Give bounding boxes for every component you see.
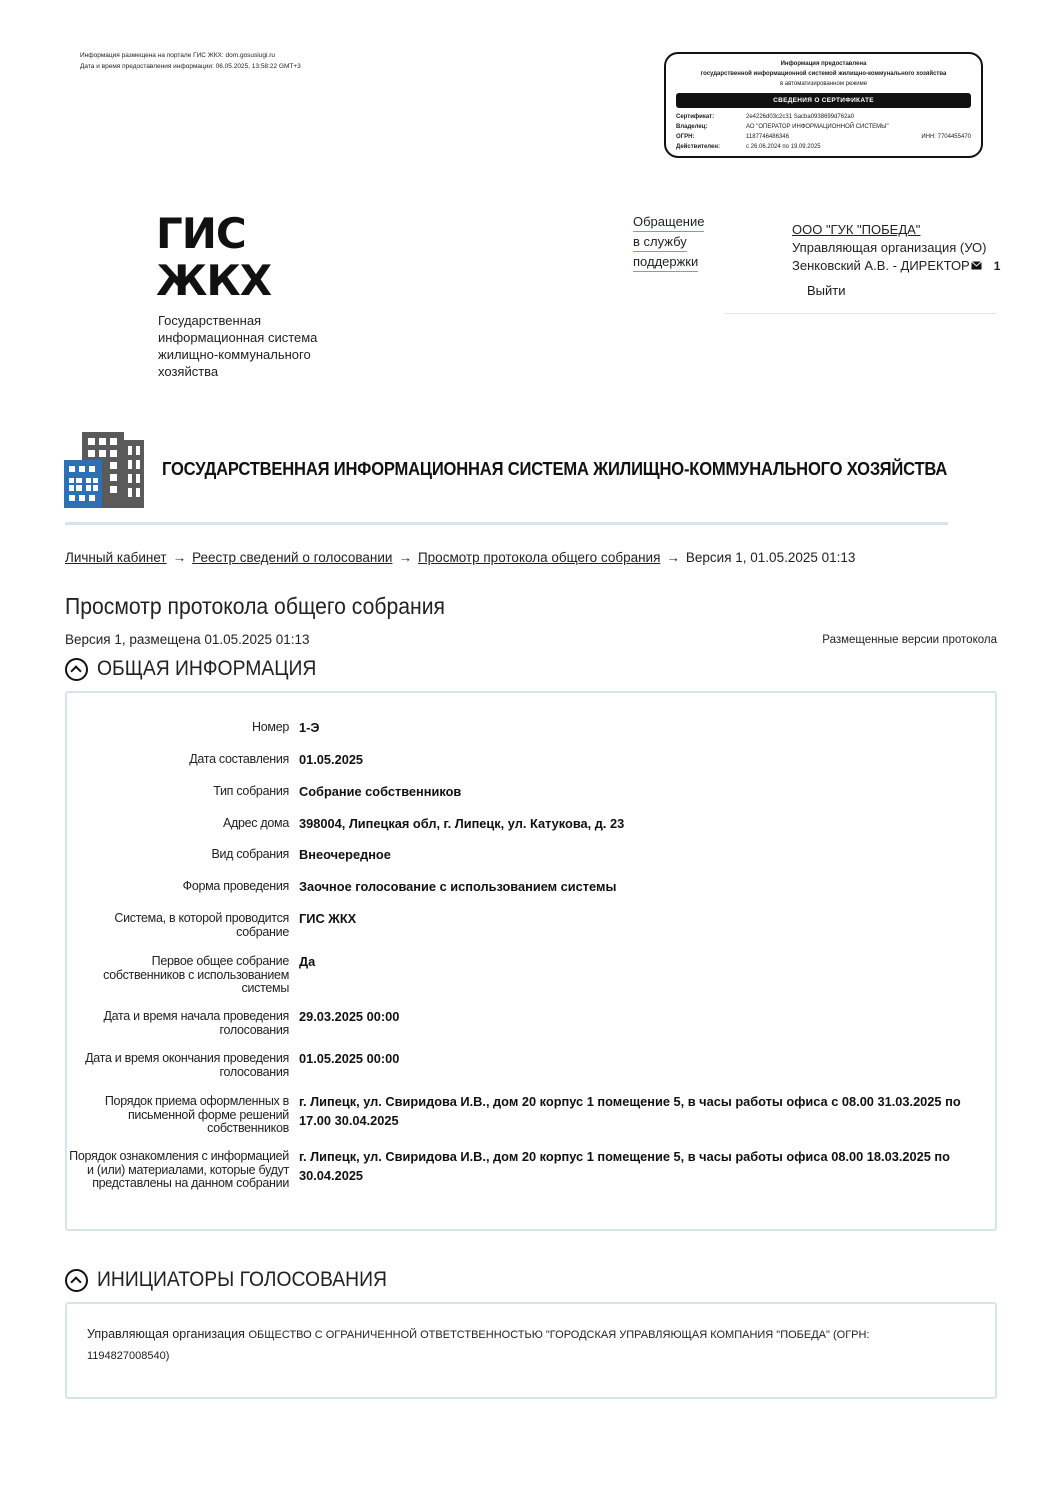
general-info-panel bbox=[65, 691, 997, 1231]
stamp-title-bar: СВЕДЕНИЯ О СЕРТИФИКАТЕ bbox=[676, 93, 971, 108]
protocol-versions-link[interactable]: Размещенные версии протокола bbox=[822, 634, 997, 646]
field-label: Дата и время окончания проведения голосования bbox=[85, 1051, 289, 1079]
field-row bbox=[67, 912, 999, 939]
logo-subtitle-line: информационная система bbox=[158, 330, 318, 345]
logo-subtitle-line: жилищно-коммунального bbox=[158, 347, 311, 362]
stamp-ogrn-value: 1187746486346 bbox=[746, 134, 789, 140]
stamp-owner-label: Владелец: bbox=[676, 124, 708, 130]
breadcrumb-link-registry[interactable]: Реестр сведений о голосовании bbox=[192, 550, 393, 565]
field-label: Форма проведения bbox=[182, 879, 289, 893]
field-label: Дата и время начала проведения голосования bbox=[103, 1009, 289, 1037]
logo-text-gis: ГИС bbox=[156, 209, 246, 258]
initiator-organization: ОБЩЕСТВО С ОГРАНИЧЕННОЙ ОТВЕТСТВЕННОСТЬЮ "ГОРОДСКАЯ УПРАВЛЯЮЩАЯ КОМПАНИЯ "ПОБЕДА" (ОГРН: 1194827008540) bbox=[87, 1329, 870, 1362]
field-value: 01.05.2025 00:00 bbox=[299, 1051, 400, 1066]
banner-divider bbox=[65, 522, 948, 525]
field-row bbox=[67, 753, 999, 769]
stamp-inn: ИНН: 7704455470 bbox=[921, 134, 971, 140]
breadcrumb-arrow: → bbox=[172, 550, 187, 565]
logo-subtitle bbox=[158, 312, 317, 380]
gis-logo[interactable] bbox=[156, 210, 271, 304]
version-info: Версия 1, размещена 01.05.2025 01:13 bbox=[65, 632, 310, 647]
chevron-up-icon[interactable] bbox=[65, 1269, 88, 1292]
breadcrumb-arrow: → bbox=[398, 550, 412, 565]
field-value: г. Липецк, ул. Свиридова И.В., дом 20 корпус 1 помещение 5, в часы работы офиса с 08.00 31.03.2025 по 17.00 30.04.2025 bbox=[299, 1094, 961, 1128]
stamp-line-3: в автоматизированном режиме bbox=[779, 81, 868, 87]
field-row bbox=[67, 817, 999, 833]
stamp-cert-row bbox=[676, 112, 971, 122]
field-value: Да bbox=[299, 954, 316, 969]
field-label: Порядок приема оформленных в письменной форме решений собственников bbox=[104, 1094, 289, 1135]
field-label: Дата составления bbox=[189, 752, 289, 766]
support-link-line[interactable]: Обращение bbox=[633, 212, 704, 232]
user-name-row bbox=[792, 257, 1001, 275]
field-label: Номер bbox=[252, 720, 289, 734]
field-label: Порядок ознакомления с информацией и (или) материалами, которые будут представлены на данном собрании bbox=[69, 1149, 289, 1190]
field-value: 01.05.2025 bbox=[299, 752, 364, 767]
mail-count-badge: 1 bbox=[993, 259, 1001, 273]
support-link-line[interactable]: поддержки bbox=[633, 252, 698, 272]
user-block bbox=[792, 221, 1001, 275]
portal-meta bbox=[80, 50, 301, 72]
stamp-valid-row bbox=[676, 142, 971, 152]
section-general-header[interactable] bbox=[65, 657, 335, 681]
organization-role: Управляющая организация (УО) bbox=[792, 240, 987, 255]
logo-text-zhkh: ЖКХ bbox=[156, 256, 272, 305]
support-link[interactable] bbox=[633, 212, 704, 272]
banner-title: ГОСУДАРСТВЕННАЯ ИНФОРМАЦИОННАЯ СИСТЕМА ЖИЛИЩНО-КОММУНАЛЬНОГО ХОЗЯЙСТВА bbox=[162, 459, 948, 479]
page-title: Просмотр протокола общего собрания bbox=[65, 593, 446, 619]
field-row bbox=[67, 721, 999, 737]
user-block-divider bbox=[725, 313, 997, 314]
section-initiators-title: ИНИЦИАТОРЫ ГОЛОСОВАНИЯ bbox=[97, 1268, 387, 1291]
field-value: г. Липецк, ул. Свиридова И.В., дом 20 корпус 1 помещение 5, в часы работы офиса 08.00 18.03.2025 по 30.04.2025 bbox=[299, 1149, 950, 1183]
meta-date-line: Дата и время предоставления информации: 06.05.2025, 13:58:22 GMT+3 bbox=[80, 63, 301, 70]
breadcrumb-arrow: → bbox=[666, 550, 680, 565]
section-initiators-header[interactable] bbox=[65, 1268, 412, 1292]
field-value: 29.03.2025 00:00 bbox=[299, 1009, 400, 1024]
field-label: Первое общее собрание собственников с использованием системы bbox=[103, 954, 289, 995]
breadcrumb bbox=[65, 550, 855, 565]
breadcrumb-link-protocol[interactable]: Просмотр протокола общего собрания bbox=[417, 550, 661, 565]
field-row bbox=[67, 848, 999, 864]
support-link-line[interactable]: в службу bbox=[633, 232, 687, 252]
field-row bbox=[67, 1095, 999, 1136]
field-row bbox=[67, 1010, 999, 1037]
field-value: Заочное голосование с использованием системы bbox=[299, 879, 617, 894]
logo-subtitle-line: Государственная bbox=[158, 313, 262, 328]
stamp-cert-label: Сертификат: bbox=[676, 114, 715, 120]
stamp-line-2: государственной информационной системой жилищно-коммунального хозяйства bbox=[700, 71, 947, 77]
meta-portal-line: Информация размещена на портале ГИС ЖКХ: dom.gosuslugi.ru bbox=[80, 52, 275, 59]
field-row bbox=[67, 785, 999, 801]
field-row bbox=[67, 955, 999, 996]
breadcrumb-link-cabinet[interactable]: Личный кабинет bbox=[65, 550, 167, 565]
breadcrumb-current: Версия 1, 01.05.2025 01:13 bbox=[685, 550, 856, 565]
field-value: 1-Э bbox=[299, 720, 320, 735]
building-icon bbox=[64, 432, 146, 513]
user-name: Зенковский А.В. - ДИРЕКТОР bbox=[792, 258, 970, 273]
field-label: Адрес дома bbox=[222, 816, 289, 830]
certificate-stamp bbox=[664, 52, 983, 158]
field-value: Внеочередное bbox=[299, 847, 391, 862]
field-label: Система, в которой проводится собрание bbox=[114, 911, 289, 939]
stamp-owner-row bbox=[676, 122, 971, 132]
field-label: Вид собрания bbox=[211, 847, 289, 861]
mail-icon[interactable] bbox=[971, 257, 982, 275]
field-row bbox=[67, 880, 999, 896]
field-value: ГИС ЖКХ bbox=[299, 911, 357, 926]
stamp-valid-value: с 26.06.2024 по 19.09.2025 bbox=[746, 144, 821, 150]
stamp-line-1: Информация предоставлена bbox=[780, 61, 867, 67]
stamp-valid-label: Действителен: bbox=[676, 144, 720, 150]
field-row bbox=[67, 1052, 999, 1079]
initiator-item bbox=[87, 1324, 935, 1366]
logout-button[interactable]: Выйти bbox=[807, 283, 846, 298]
field-value: 398004, Липецкая обл, г. Липецк, ул. Катукова, д. 23 bbox=[299, 816, 625, 831]
stamp-cert-value: 2e4226d03c2c31 Sacba0938699d762a0 bbox=[746, 114, 855, 120]
field-value: Собрание собственников bbox=[299, 784, 462, 799]
stamp-ogrn-label: ОГРН: bbox=[676, 134, 695, 140]
logo-subtitle-line: хозяйства bbox=[158, 364, 219, 379]
initiators-panel bbox=[65, 1302, 997, 1399]
chevron-up-icon[interactable] bbox=[65, 658, 88, 681]
stamp-owner-value: АО "ОПЕРАТОР ИНФОРМАЦИОННОЙ СИСТЕМЫ" bbox=[746, 124, 889, 130]
field-label: Тип собрания bbox=[213, 784, 289, 798]
field-row bbox=[67, 1150, 999, 1191]
organization-link[interactable]: ООО "ГУК "ПОБЕДА" bbox=[792, 222, 921, 237]
section-general-title: ОБЩАЯ ИНФОРМАЦИЯ bbox=[97, 657, 317, 680]
stamp-ogrn-row bbox=[676, 132, 971, 142]
initiator-type: Управляющая организация bbox=[87, 1327, 245, 1341]
